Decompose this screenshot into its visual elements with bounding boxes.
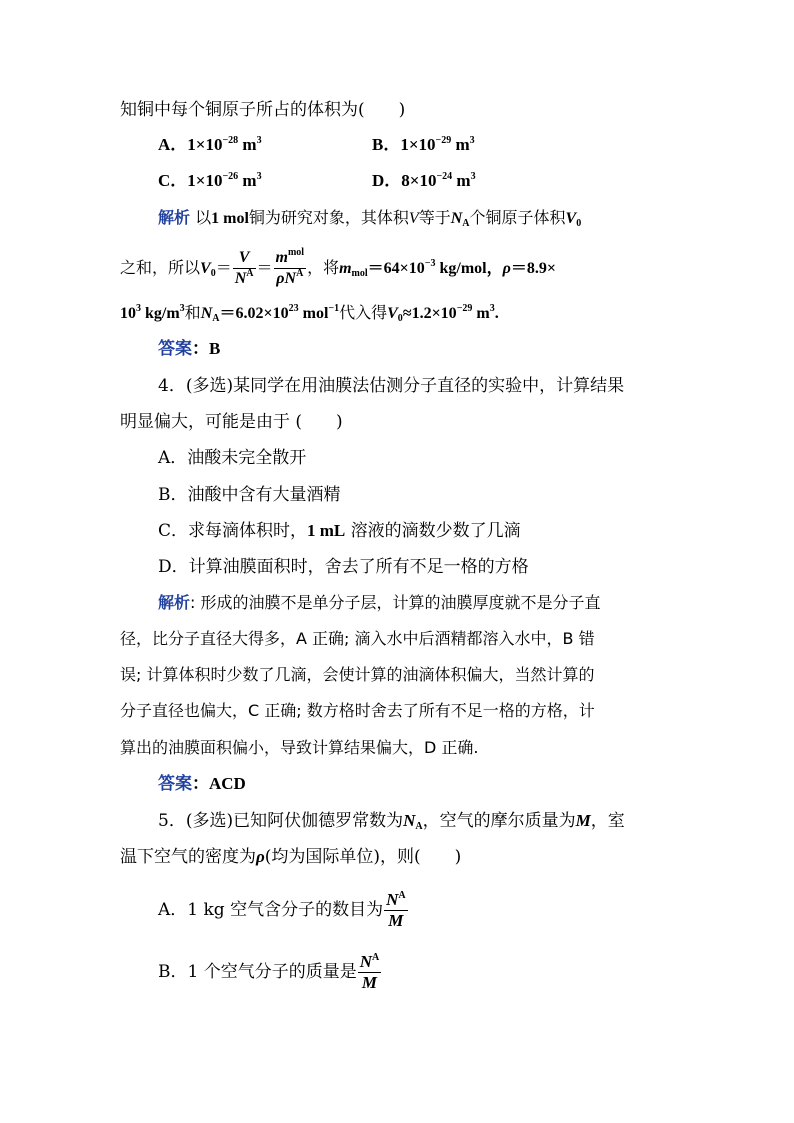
var: m — [339, 260, 352, 277]
text: 和 — [184, 303, 201, 322]
q3-analysis-line-1 — [158, 207, 581, 230]
q3-option-c — [158, 170, 262, 192]
q4-option-d — [158, 556, 529, 578]
superscript: 3 — [179, 303, 185, 314]
answer-value: ：B — [192, 339, 221, 358]
text: 径，比分子直径大得多，A 正确; 滴入水中后酒精都溶入水中，B 错 — [120, 629, 595, 648]
q4-analysis-line-5 — [120, 737, 479, 759]
var: N — [450, 210, 463, 227]
text: 5．(多选)已知阿伏伽德罗常数为 — [158, 811, 404, 831]
text: 个铜原子体积 — [469, 208, 566, 227]
numerator — [274, 248, 307, 269]
numerator — [384, 890, 408, 911]
q3-stem-text: 知铜中每个铜原子所占的体积为( ) — [120, 100, 406, 120]
var: ρN — [276, 270, 297, 287]
text: ＝8.9× — [510, 260, 556, 277]
q4-answer — [158, 773, 246, 795]
q3-answer — [158, 338, 220, 360]
unit-exponent: 3 — [256, 135, 262, 146]
text: kg/m — [141, 305, 180, 322]
q3-stem — [120, 99, 405, 121]
text: kg/mol， — [435, 260, 503, 277]
text: (均为国际单位)，则( ) — [264, 847, 462, 867]
text: 算出的油膜面积偏小，导致计算结果偏大，D 正确. — [120, 738, 479, 757]
q3-analysis-line-3 — [120, 302, 499, 325]
var: ρ — [502, 260, 511, 277]
option-label: B． — [372, 135, 401, 154]
subscript: A — [462, 218, 470, 229]
text: ＝6.02×10 — [219, 305, 289, 322]
q3-analysis-line-2 — [120, 248, 556, 289]
numerator: V — [233, 248, 256, 269]
var: ρ — [256, 847, 265, 866]
analysis-label: 解析 — [158, 593, 191, 612]
q5-option-b — [158, 952, 382, 993]
option-value: 1×10 — [187, 135, 223, 154]
denominator — [274, 269, 307, 289]
superscript: 3 — [136, 303, 141, 314]
superscript: 23 — [288, 303, 299, 314]
option-label: A． — [158, 135, 188, 154]
q4-analysis-line-3 — [120, 664, 594, 686]
exponent: −26 — [222, 171, 239, 182]
q5-stem-line-2 — [120, 846, 461, 868]
var: V — [200, 260, 211, 277]
text: 4．(多选)某同学在用油膜法估测分子直径的实验中，计算结果 — [158, 376, 625, 396]
numerator — [358, 952, 382, 973]
text: A．1 kg 空气含分子的数目为 — [158, 900, 384, 920]
text: mol — [298, 305, 329, 322]
subscript: 0 — [576, 218, 582, 229]
fraction-m-over-rho-na — [274, 248, 307, 289]
superscript: −1 — [328, 303, 340, 314]
text: ，将 — [307, 258, 340, 277]
text: ＝64×10 — [367, 260, 425, 277]
q4-analysis-line-1 — [158, 592, 601, 614]
fraction-na-over-m — [358, 952, 382, 993]
q4-analysis-line-4 — [120, 700, 595, 722]
answer-value: ：ACD — [192, 774, 246, 793]
unit: m — [238, 135, 257, 154]
fraction-na-over-m — [384, 890, 408, 931]
text: 之和，所以 — [120, 258, 201, 277]
text: m — [472, 305, 490, 322]
text: 1 mol — [211, 210, 249, 227]
answer-label: 答案 — [158, 339, 192, 359]
text: ≈1.2×10 — [402, 305, 457, 322]
text: 代入得 — [339, 303, 388, 322]
q5-option-a — [158, 890, 409, 931]
text: 等于 — [418, 208, 451, 227]
analysis-label: 解析 — [158, 208, 191, 227]
q3-option-a — [158, 134, 262, 156]
q3-option-d — [372, 170, 476, 192]
text: 分子直径也偏大，C 正确; 数方格时舍去了所有不足一格的方格，计 — [120, 701, 595, 720]
superscript: −29 — [456, 303, 473, 314]
var: V — [387, 305, 398, 322]
unit: m — [451, 135, 470, 154]
text: . — [494, 305, 499, 322]
var: N — [386, 890, 399, 909]
q4-stem-line-2 — [120, 411, 343, 433]
text: 1 mL — [307, 521, 346, 540]
superscript: A — [296, 268, 304, 279]
option-label: D． — [372, 171, 402, 190]
text: 明显偏大，可能是由于 ( ) — [120, 412, 343, 432]
exponent: −28 — [222, 135, 239, 146]
q3-option-b — [372, 134, 475, 156]
text: ＝ — [256, 258, 273, 277]
text: 溶液的滴数少数了几滴 — [345, 521, 521, 541]
var: V — [408, 210, 419, 227]
answer-label: 答案 — [158, 774, 192, 794]
exponent: −24 — [436, 171, 453, 182]
text: B．1 个空气分子的质量是 — [158, 962, 357, 982]
text: B．油酸中含有大量酒精 — [158, 485, 341, 505]
option-value: 8×10 — [401, 171, 437, 190]
subscript: mol — [351, 268, 368, 279]
superscript: mol — [287, 247, 305, 258]
var: N — [200, 305, 213, 322]
text: 10 — [120, 305, 136, 322]
unit-exponent: 3 — [470, 171, 476, 182]
q4-option-a — [158, 447, 306, 469]
text: 误; 计算体积时少数了几滴，会使计算的油滴体积偏大，当然计算的 — [120, 665, 595, 684]
exponent: −29 — [435, 135, 452, 146]
q4-stem-line-1 — [158, 375, 624, 397]
superscript: A — [372, 952, 380, 963]
denominator: M — [388, 911, 404, 930]
superscript: 3 — [489, 303, 495, 314]
option-value: 1×10 — [400, 135, 436, 154]
text: 铜为研究对象，其体积 — [248, 208, 409, 227]
fraction-v-over-na — [233, 248, 256, 289]
text: A．油酸未完全散开 — [158, 448, 307, 468]
superscript: A — [398, 890, 406, 901]
subscript: 0 — [210, 268, 216, 279]
text: 以 — [190, 208, 212, 227]
text: 温下空气的密度为 — [120, 847, 256, 867]
var: m — [275, 249, 288, 266]
denominator: M — [361, 973, 378, 992]
superscript: −3 — [424, 258, 436, 269]
subscript: A — [415, 821, 423, 832]
var: M — [575, 811, 591, 830]
text: ，空气的摩尔质量为 — [422, 811, 576, 831]
text: ＝ — [215, 258, 232, 277]
q4-analysis-line-2 — [120, 628, 595, 650]
q4-option-b — [158, 484, 341, 506]
q4-option-c — [158, 520, 521, 542]
var: N — [403, 811, 416, 830]
unit: m — [238, 171, 257, 190]
denominator — [233, 269, 256, 289]
unit-exponent: 3 — [256, 171, 262, 182]
subscript: 0 — [397, 313, 403, 324]
unit-exponent: 3 — [469, 135, 475, 146]
superscript: A — [246, 268, 254, 279]
unit: m — [452, 171, 471, 190]
q5-stem-line-1 — [158, 810, 625, 832]
text: : 形成的油膜不是单分子层，计算的油膜厚度就不是分子直 — [190, 593, 601, 612]
text: ，室 — [590, 811, 625, 831]
text: D．计算油膜面积时，舍去了所有不足一格的方格 — [158, 557, 529, 577]
var: N — [234, 270, 247, 287]
var: V — [565, 210, 577, 227]
option-label: C． — [158, 171, 188, 190]
text: C．求每滴体积时， — [158, 521, 308, 541]
subscript: A — [212, 313, 220, 324]
option-value: 1×10 — [187, 171, 223, 190]
var: N — [359, 952, 372, 971]
